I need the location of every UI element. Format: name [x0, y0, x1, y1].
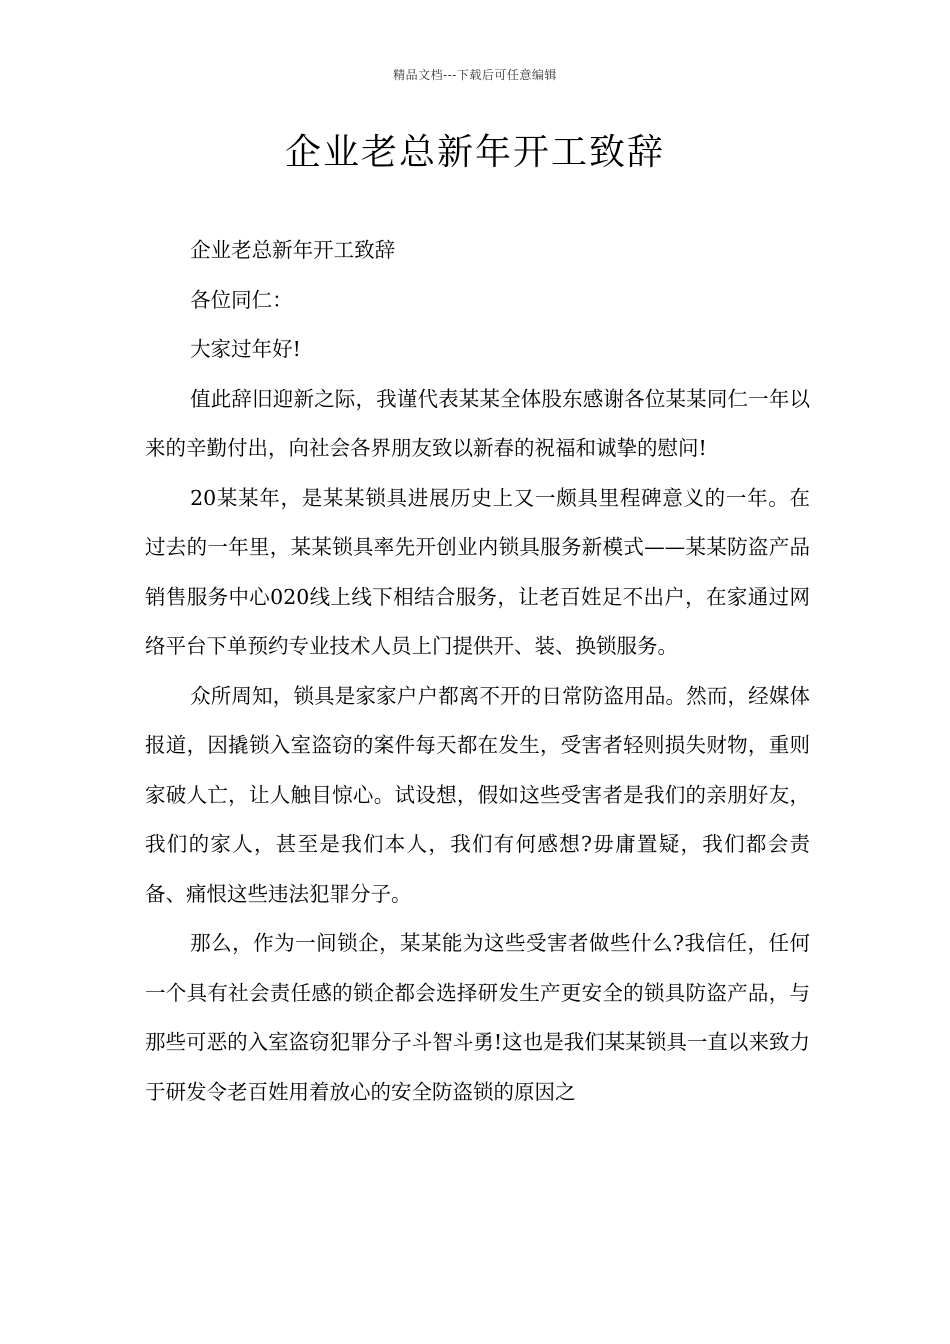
paragraph: 值此辞旧迎新之际，我谨代表某某全体股东感谢各位某某同仁一年以来的辛勤付出，向社会各界朋友致以新春的祝福和诚挚的慰问! [145, 386, 810, 460]
document-body [145, 226, 810, 1117]
paragraph: 20某某年，是某某锁具进展历史上又一颇具里程碑意义的一年。在过去的一年里，某某锁具率先开创业内锁具服务新模式——某某防盗产品销售服务中心020线上线下相结合服务，让老百姓足不出户，在家通过网络平台下单预约专业技术人员上门提供开、装、换锁服务。 [145, 485, 810, 658]
paragraph: 企业老总新年开工致辞 [190, 238, 396, 262]
header-note: 精品文档---下载后可任意编辑 [393, 68, 557, 82]
paragraph: 那么，作为一间锁企，某某能为这些受害者做些什么?我信任，任何一个具有社会责任感的锁企都会选择研发生产更安全的锁具防盗产品，与那些可恶的入室盗窃犯罪分子斗智斗勇!这也是我们某某锁具一直以来致力于研发令老百姓用着放心的安全防盗锁的原因之 [145, 931, 810, 1104]
paragraph: 各位同仁： [190, 287, 293, 312]
document-title: 企业老总新年开工致辞 [284, 132, 665, 173]
paragraph: 众所周知，锁具是家家户户都离不开的日常防盗用品。然而，经媒体报道，因撬锁入室盗窃的案件每天都在发生，受害者轻则损失财物，重则家破人亡，让人触目惊心。试设想，假如这些受害者是我们的亲朋好友，我们的家人，甚至是我们本人，我们有何感想?毋庸置疑，我们都会责备、痛恨这些违法犯罪分子。 [145, 683, 810, 906]
paragraph: 大家过年好! [190, 337, 301, 361]
